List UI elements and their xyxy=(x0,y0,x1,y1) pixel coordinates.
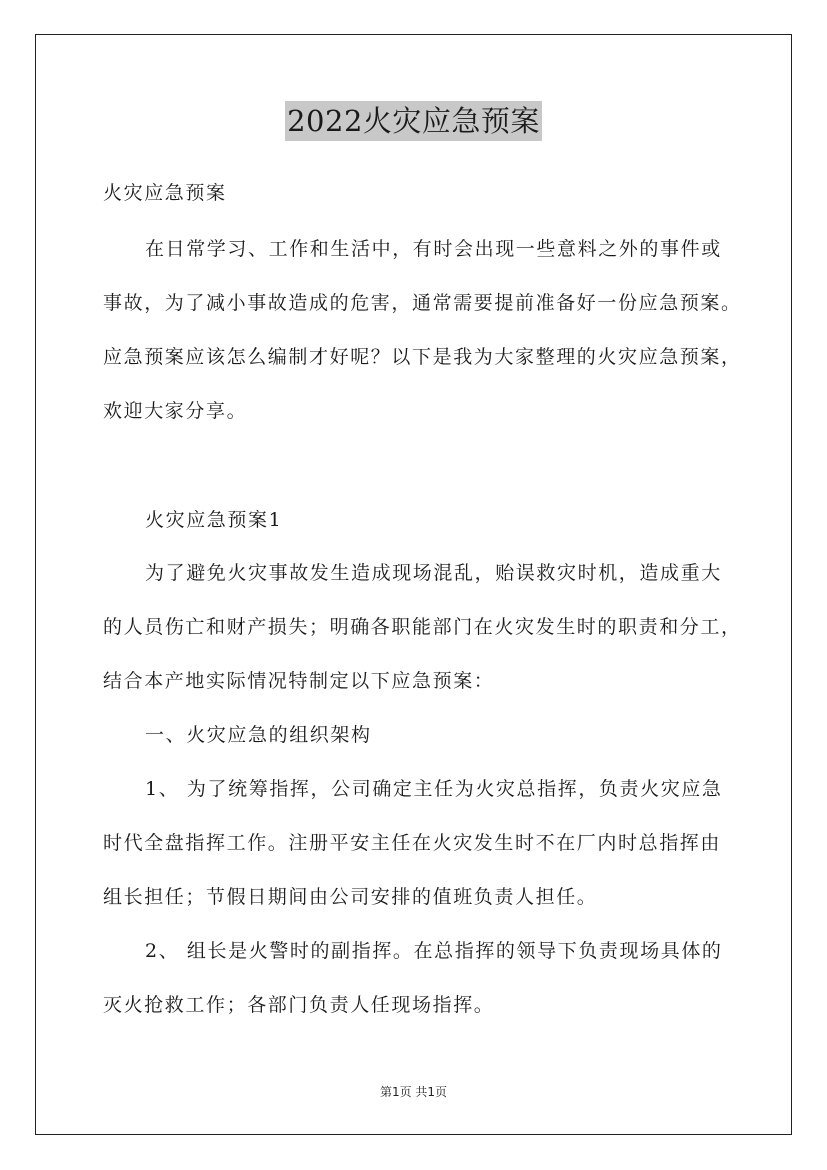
title-container xyxy=(0,101,827,141)
intro-line: 应急预案应该怎么编制才好呢？以下是我为大家整理的火灾应急预案， xyxy=(103,346,742,368)
document-title: 2022火灾应急预案 xyxy=(285,101,542,141)
item1-line: 组长担任；节假日期间由公司安排的值班负责人担任。 xyxy=(103,886,598,908)
subtitle: 火灾应急预案 xyxy=(103,182,227,204)
intro-line: 事故，为了减小事故造成的危害，通常需要提前准备好一份应急预案。 xyxy=(103,292,742,314)
intro-line: 在日常学习、工作和生活中，有时会出现一些意料之外的事件或 xyxy=(145,238,722,260)
purpose-line: 为了避免火灾事故发生造成现场混乱，贻误救灾时机，造成重大 xyxy=(145,562,722,584)
org-heading: 一、火灾应急的组织架构 xyxy=(145,724,372,746)
item2-line: 2、 组长是火警时的副指挥。在总指挥的领导下负责现场具体的 xyxy=(145,940,723,962)
item1-line: 1、 为了统筹指挥，公司确定主任为火灾总指挥，负责火灾应急 xyxy=(145,778,723,800)
purpose-line: 结合本产地实际情况特制定以下应急预案： xyxy=(103,670,495,692)
item2-line: 灭火抢救工作；各部门负责人任现场指挥。 xyxy=(103,994,495,1016)
section-heading: 火灾应急预案1 xyxy=(145,509,283,531)
intro-line: 欢迎大家分享。 xyxy=(103,400,248,422)
page-footer: 第1页 共1页 xyxy=(379,1085,448,1099)
purpose-line: 的人员伤亡和财产损失；明确各职能部门在火灾发生时的职责和分工， xyxy=(103,616,742,638)
item1-line: 时代全盘指挥工作。注册平安主任在火灾发生时不在厂内时总指挥由 xyxy=(103,832,722,854)
